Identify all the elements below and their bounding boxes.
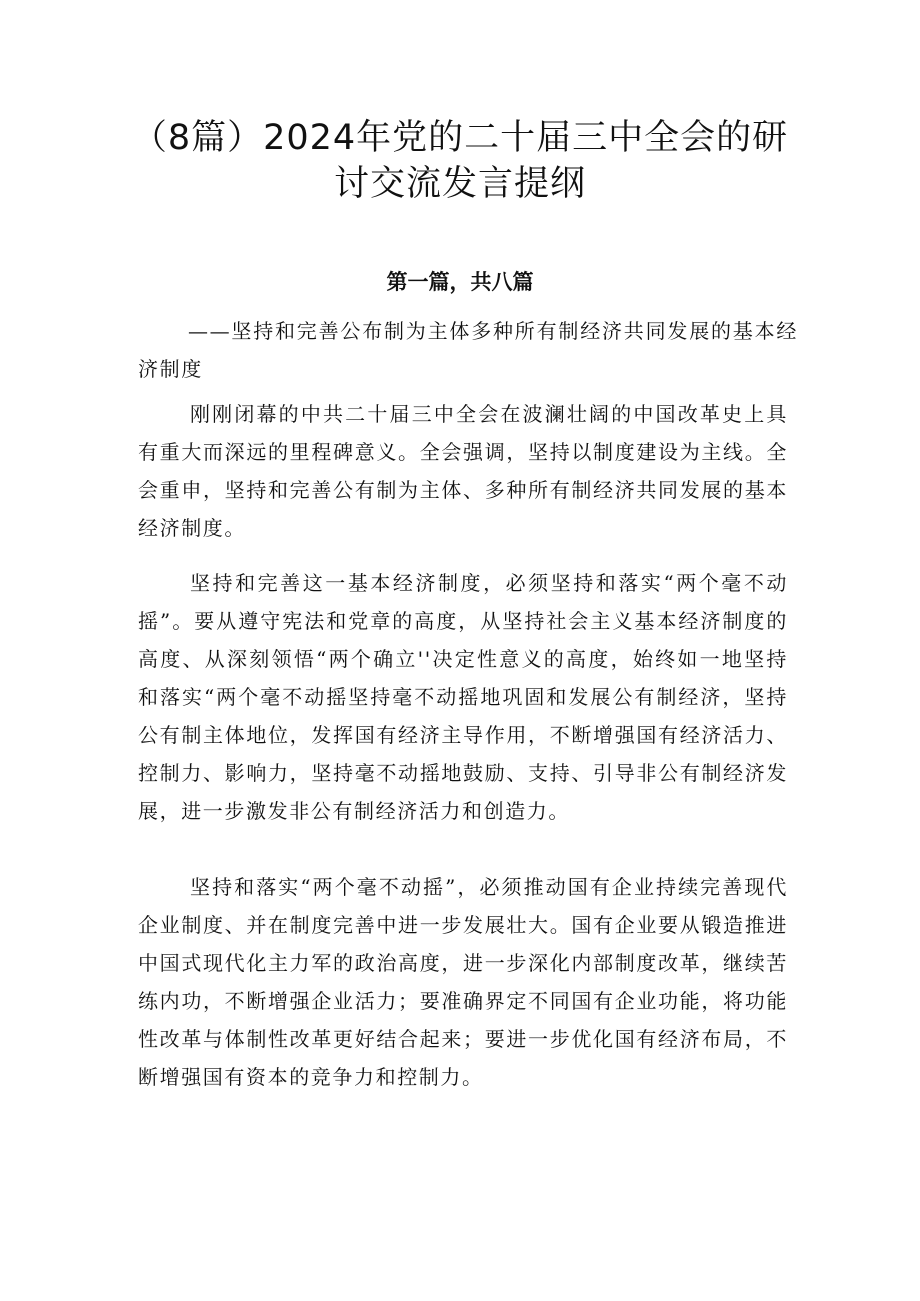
document-title-line-2: 讨交流发言提纲 <box>333 164 586 204</box>
document-title-line-1: （8篇）2024年党的二十届三中全会的研 <box>131 118 789 158</box>
chapter-heading: 第一篇，共八篇 <box>386 270 534 294</box>
body-paragraph-3: 坚持和落实“两个毫不动摇”，必须推动国有企业持续完善现代企业制度、并在制度完善中进一步发展壮大。国有企业要从锻造推进中国式现代化主力军的政治高度，进一步深化内部制度改革，继续苦练内功，不断增强企业活力；要准确界定不同国有企业功能，将功能性改革与体制性改革更好结合起来；要进一步优化国有经济布局，不断增强国有资本的竞争力和控制力。 <box>138 875 788 1089</box>
body-paragraph-1: 刚刚闭幕的中共二十届三中全会在波澜壮阔的中国改革史上具有重大而深远的里程碑意义。全会强调，坚持以制度建设为主线。全会重申，坚持和完善公有制为主体、多种所有制经济共同发展的基本经济制度。 <box>138 402 788 540</box>
body-paragraph-2: 坚持和完善这一基本经济制度，必须坚持和落实“两个毫不动摇”。要从遵守宪法和党章的高度，从坚持社会主义基本经济制度的高度、从深刻领悟“两个确立''决定性意义的高度，始终如一地坚持和落实“两个毫不动摇坚持毫不动摇地巩固和发展公有制经济，坚持公有制主体地位，发挥国有经济主导作用，不断增强国有经济活力、控制力、影响力，坚持毫不动摇地鼓励、支持、引导非公有制经济发展，进一步激发非公有制经济活力和创造力。 <box>138 571 788 823</box>
chapter-subtitle: ——坚持和完善公布制为主体多种所有制经济共同发展的基本经济制度 <box>138 319 798 381</box>
